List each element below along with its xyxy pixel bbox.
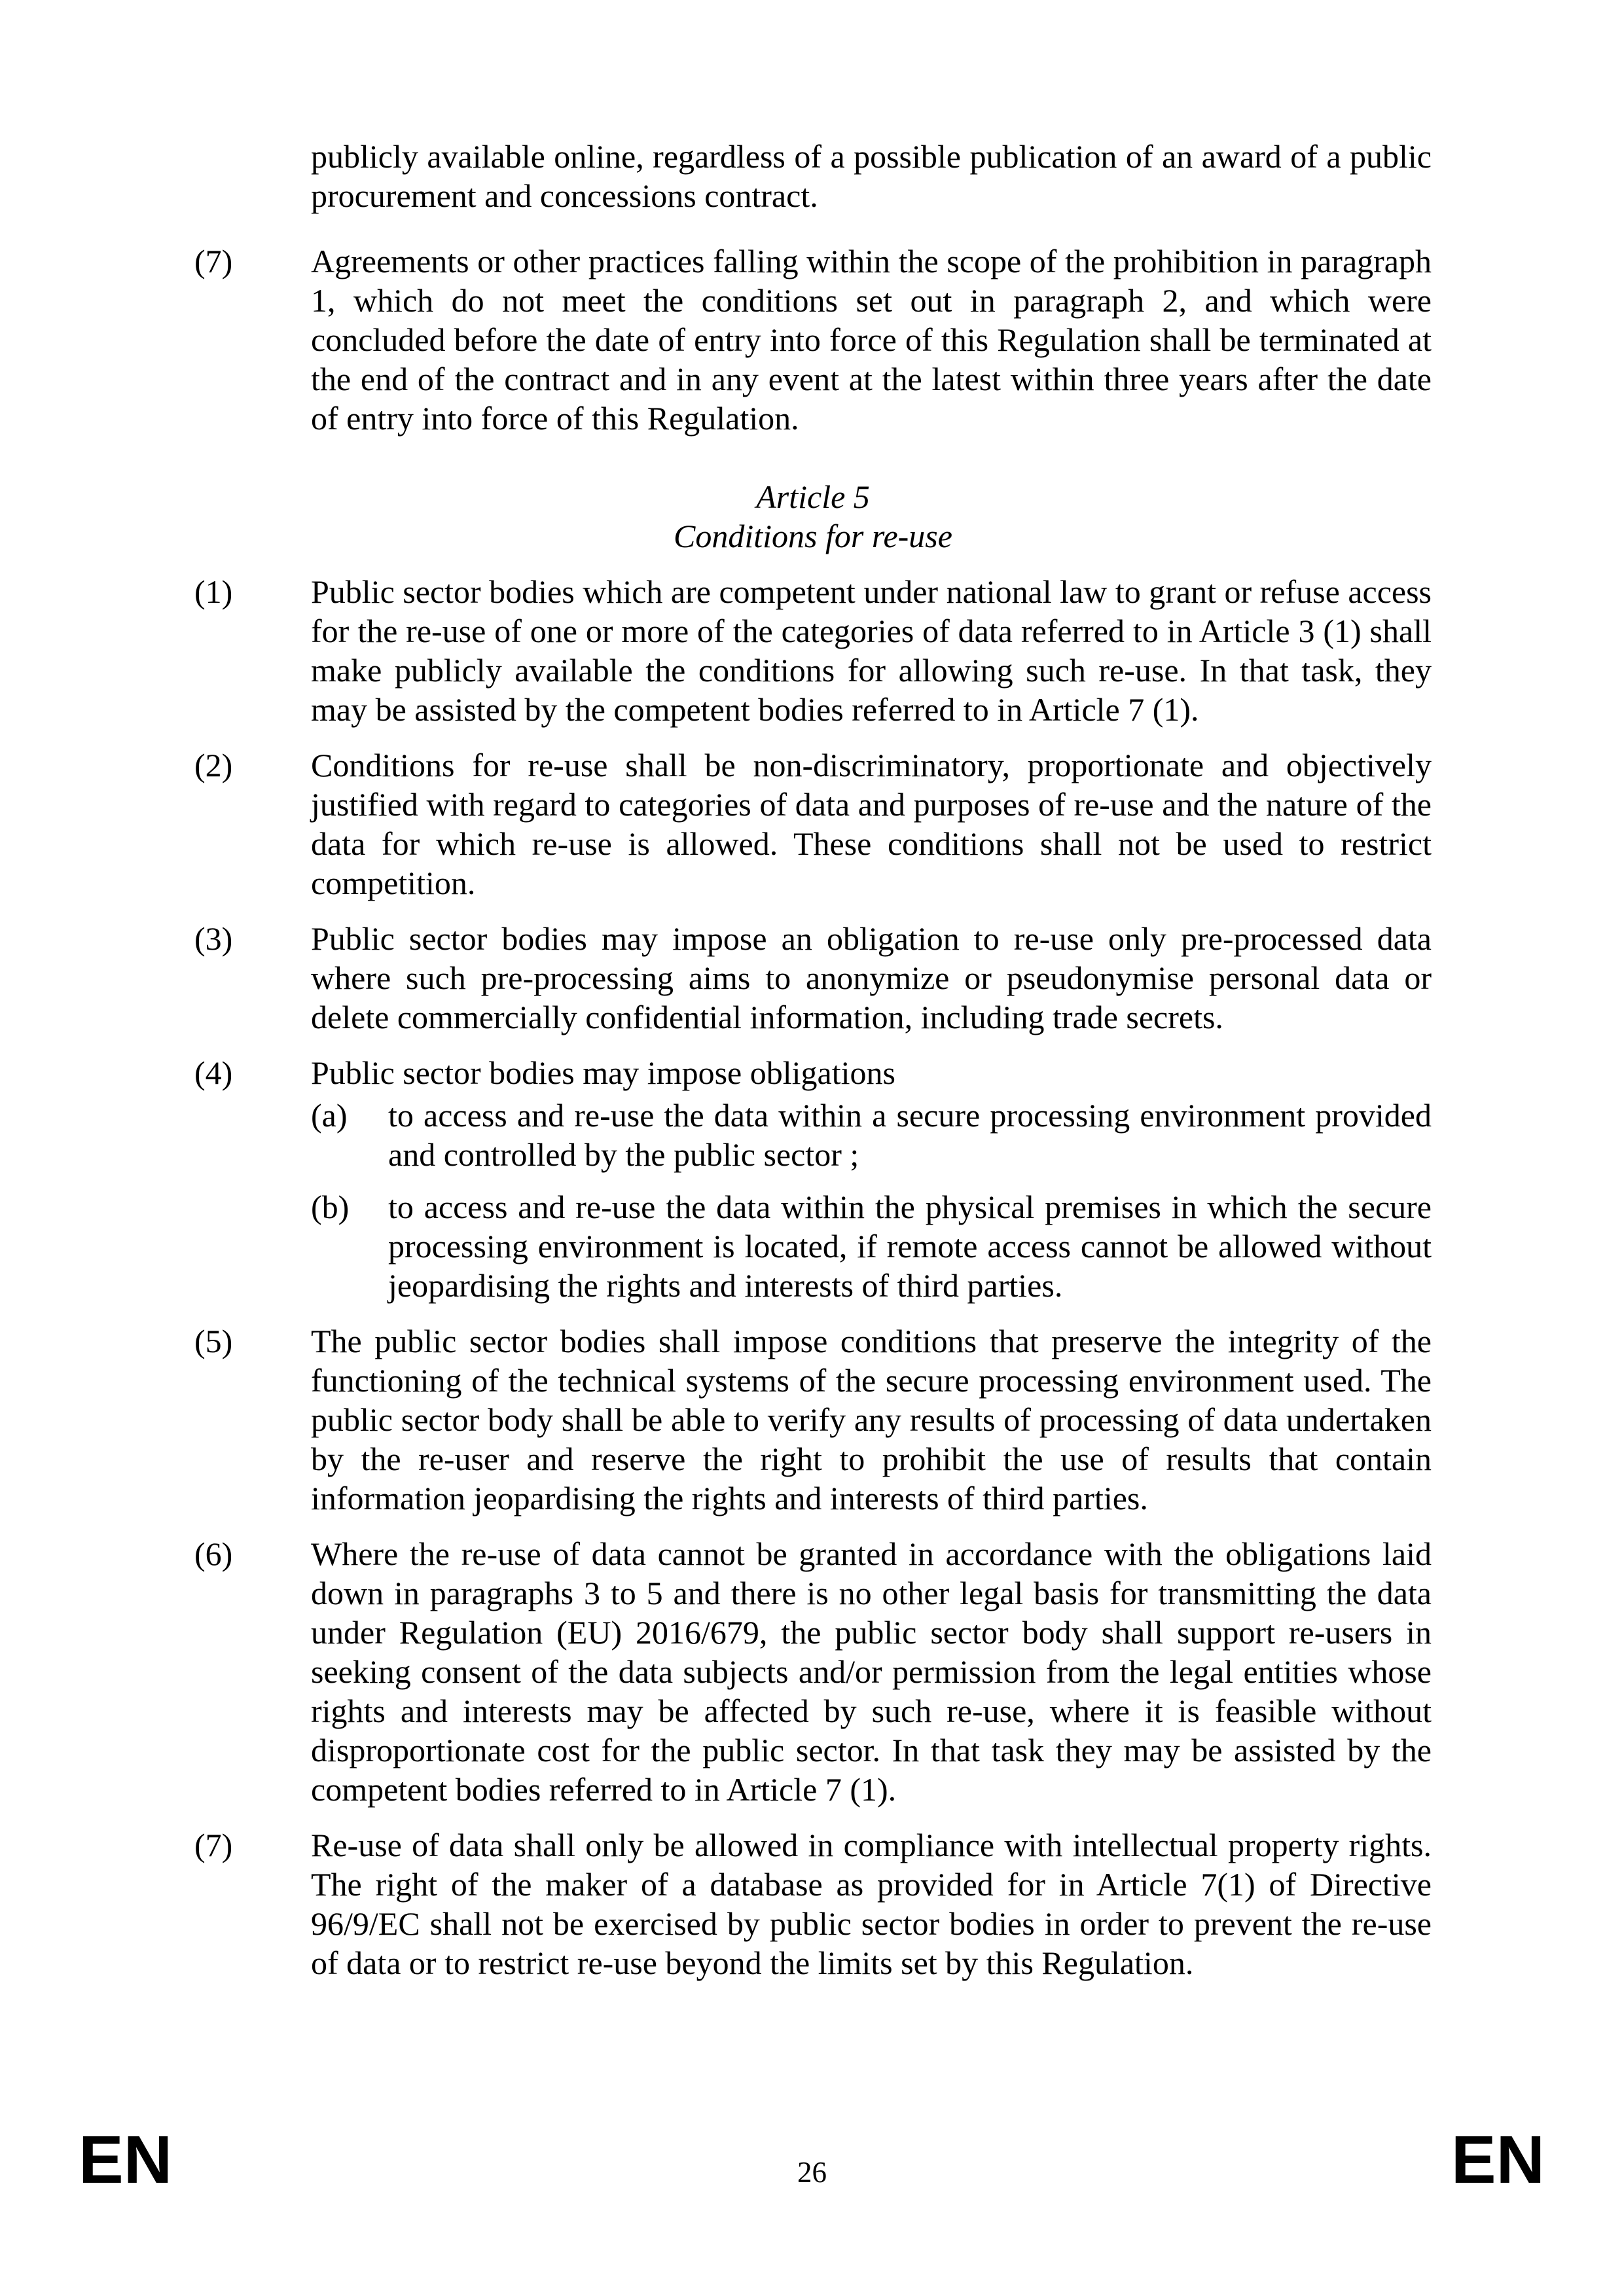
paragraph-text: Public sector bodies which are competent under national law to grant or refuse access for the re-use of one or more of the categories of data referred to in Article 3 (1) shall make publicly available the conditions for allowing such re-use. In that task, they may be assisted by the competent bodies referred to in Article 7 (1). [311, 573, 1432, 728]
paragraph-text: Agreements or other practices falling within the scope of the prohibition in paragraph 1, which do not meet the conditions set out in paragraph 2, and which were concluded before the date of entry into force of this Regulation shall be terminated at the end of the contract and in any event at the latest within three years after the date of entry into force of this Regulation. [311, 243, 1432, 437]
numbered-paragraph [194, 572, 1432, 729]
paragraph-continuation: publicly available online, regardless of a possible publication of an award of a public procurement and concessions contract. [311, 138, 1432, 214]
article-subtitle: Conditions for re-use [674, 518, 952, 554]
paragraph-text: Where the re-use of data cannot be granted in accordance with the obligations laid down in paragraphs 3 to 5 and there is no other legal basis for transmitting the data under Regulation (EU) 2016/679, the public sector body shall support re-users in seeking consent of the data subjects and/or permission from the legal entities whose rights and interests may be affected by such re-use, where it is feasible without disproportionate cost for the public sector. In that task they may be assisted by the competent bodies referred to in Article 7 (1). [311, 1535, 1432, 1808]
page-content [194, 137, 1432, 1982]
paragraph-number: (2) [194, 747, 233, 783]
sub-paragraph [311, 1096, 1432, 1174]
numbered-paragraph [194, 1321, 1432, 1518]
language-code-left: EN [79, 2122, 173, 2197]
article-heading [194, 477, 1432, 556]
paragraph-number: (5) [194, 1323, 233, 1359]
sub-paragraph-letter: (b) [311, 1189, 350, 1225]
numbered-paragraph [194, 745, 1432, 903]
sub-paragraph-text: to access and re-use the data within a secure processing environment provided and controlled by the public sector ; [388, 1097, 1432, 1173]
article-title: Article 5 [756, 478, 870, 515]
sub-paragraph [311, 1187, 1432, 1305]
paragraph-number: (7) [194, 1827, 233, 1863]
paragraph-number: (7) [194, 243, 233, 279]
numbered-paragraph [194, 1053, 1432, 1092]
paragraph-number: (6) [194, 1535, 233, 1572]
numbered-paragraph [194, 919, 1432, 1037]
paragraph-number: (4) [194, 1054, 233, 1091]
language-code-right: EN [1451, 2122, 1545, 2197]
paragraph-text: Re-use of data shall only be allowed in compliance with intellectual property rights. The right of the maker of a database as provided for in Article 7(1) of Directive 96/9/EC shall not be exercised by public sector bodies in order to prevent the re-use of data or to restrict re-use beyond the limits set by this Regulation. [311, 1827, 1432, 1981]
page-number: 26 [797, 2156, 827, 2189]
numbered-paragraph [194, 242, 1432, 438]
paragraph-text: Public sector bodies may impose an obligation to re-use only pre-processed data where such pre-processing aims to anonymize or pseudonymise personal data or delete commercially confidential information, including trade secrets. [311, 920, 1432, 1035]
sub-paragraph-text: to access and re-use the data within the physical premises in which the secure processing environment is located, if remote access cannot be allowed without jeopardising the rights and interests of third parties. [388, 1189, 1432, 1304]
paragraph-text: The public sector bodies shall impose conditions that preserve the integrity of the functioning of the technical systems of the secure processing environment used. The public sector body shall be able to verify any results of processing of data undertaken by the re-user and reserve the right to prohibit the use of results that contain information jeopardising the rights and interests of third parties. [311, 1323, 1432, 1516]
sub-paragraph-letter: (a) [311, 1097, 348, 1134]
paragraph-text: Conditions for re-use shall be non-discriminatory, proportionate and objectively justified with regard to categories of data and purposes of re-use and the nature of the data for which re-use is allowed. These conditions shall not be used to restrict competition. [311, 747, 1432, 901]
numbered-paragraph [194, 1825, 1432, 1982]
paragraph-text: Public sector bodies may impose obligations [311, 1054, 895, 1091]
paragraph-number: (3) [194, 920, 233, 957]
paragraph-number: (1) [194, 573, 233, 610]
numbered-paragraph [194, 1534, 1432, 1809]
